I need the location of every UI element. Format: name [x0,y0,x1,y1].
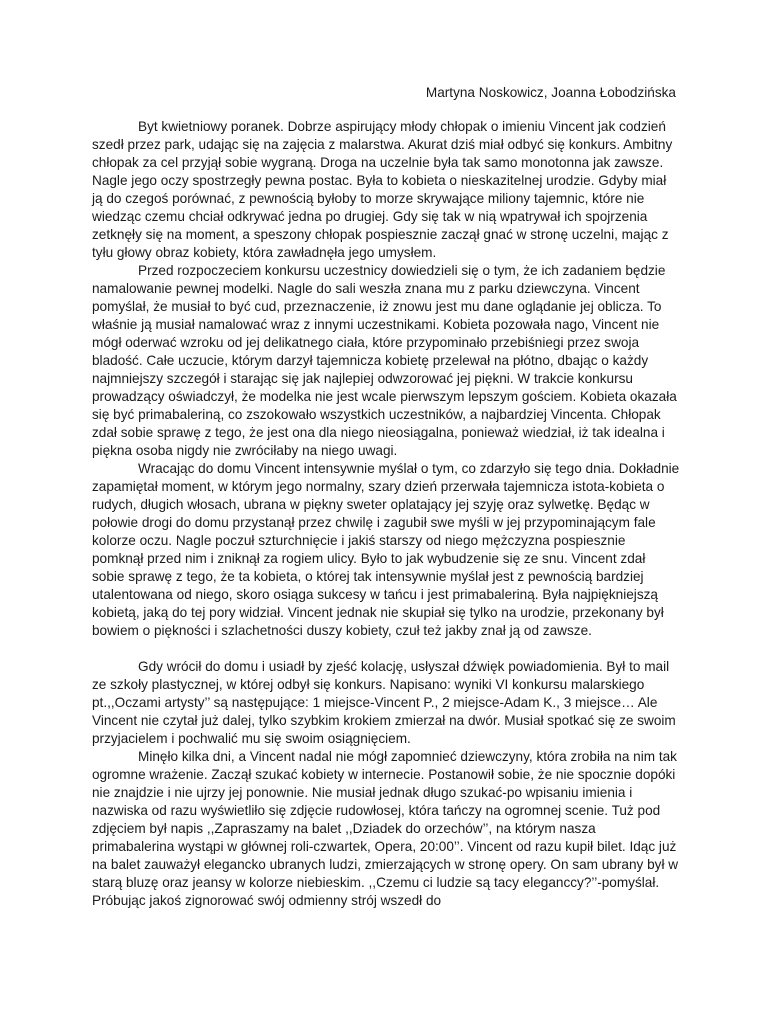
paragraph-gap [92,640,680,658]
paragraph-2: Przed rozpoczeciem konkursu uczestnicy dowiedzieli się o tym, że ich zadaniem będzie namalowanie pewnej modelki. Nagle do sali weszła znana mu z parku dziewczyna. Vincent pomyślał, że musiał to być cud, przeznaczenie, iż znowu jest mu dane oglądanie jej oblicza. To właśnie ją musiał namalować wraz z innymi uczestnikami. Kobieta pozowała nago, Vincent nie mógł oderwać wzroku od jej delikatnego ciała, które przypominało przebiśniegi przez swoja bladość. Całe uczucie, którym darzył tajemnicza kobietę przelewał na płótno, dbając o każdy najmniejszy szczegół i starając się jak najlepiej odwzorować jej piękni. W trakcie konkursu prowadzący oświadczył, że modelka nie jest wcale pierwszym lepszym gościem. Kobieta okazała się być primabaleriną, co zszokowało wszystkich uczestników, a najbardziej Vincenta. Chłopak zdał sobie sprawę z tego, że jest ona dla niego nieosiągalna, ponieważ wiedział, iż tak idealna i piękna osoba nigdy nie zwróciłaby na niego uwagi. [92,263,677,458]
paragraph-5: Minęło kilka dni, a Vincent nadal nie mógł zapomnieć dziewczyny, która zrobiła na nim tak ogromne wrażenie. Zaczął szukać kobiety w internecie. Postanowił sobie, że nie spocznie dopóki nie znajdzie i nie ujrzy jej ponownie. Nie musiał jednak długo szukać-po wpisaniu imienia i nazwiska od razu wyświetliło się zdjęcie rudowłosej, która tańczy na ogromnej scenie. Tuż pod zdjęciem był napis ,,Zapraszamy na balet ,,Dziadek do orzechów’’, na którym nasza primabalerina wystąpi w głównej roli-czwartek, Opera, 20:00’’. Vincent od razu kupił bilet. Idąc już na balet zauważył elegancko ubranych ludzi, zmierzających w stronę opery. On sam ubrany był w starą bluzę oraz jeansy w kolorze niebieskim. ,,Czemu ci ludzie są tacy eleganccy?’’-pomyślał. Próbując jakoś zignorować swój odmienny strój wszedł do [92,749,679,908]
paragraph-3: Wracając do domu Vincent intensywnie myślał o tym, co zdarzyło się tego dnia. Dokładnie zapamiętał moment, w którym jego normalny, szary dzień przerwała tajemnicza istota-kobieta o rudych, długich włosach, ubrana w piękny sweter oplatający jej szyję oraz sylwetkę. Będąc w połowie drogi do domu przystanął przez chwilę i zagubił swe myśli w jej przypominającym fale kolorze oczu. Nagle poczuł szturchnięcie i jakiś starszy od niego mężczyzna pospiesznie pomknął przed nim i zniknął za rogiem ulicy. Było to jak wybudzenie się ze snu. Vincent zdał sobie sprawę z tego, że ta kobieta, o której tak intensywnie myślał jest z pewnością bardziej utalentowana od niego, skoro osiąga sukcesy w tańcu i jest primabaleriną. Była najpiękniejszą kobietą, jaką do tej pory widział. Vincent jednak nie skupiał się tylko na urodzie, przekonany był bowiem o piękności i szlachetności duszy kobiety, czuł też jakby znał ją od zawsze. [92,461,680,638]
paragraph-1: Byt kwietniowy poranek. Dobrze aspirujący młody chłopak o imieniu Vincent jak codzień szedł przez park, udając się na zajęcia z malarstwa. Akurat dziś miał odbyć się konkurs. Ambitny chłopak za cel przyjął sobie wygraną. Droga na uczelnie była tak samo monotonna jak zawsze. Nagle jego oczy spostrzegły pewna postac. Była to kobieta o nieskazitelnej urodzie. Gdyby miał ją do czegoś porównać, z pewnością byłoby to morze skrywające miliony tajemnic, które nie wiedząc czemu chciał odkrywać jedna po drugiej. Gdy się tak w nią wpatrywał ich spojrzenia zetknęły się na moment, a speszony chłopak pospiesznie zaczął gnać w stronę uczelni, mając z tyłu głowy obraz kobiety, która zawładnęła jego umysłem. [92,119,673,260]
authors-line: Martyna Noskowicz, Joanna Łobodzińska [425,85,676,100]
paragraph-4: Gdy wrócił do domu i usiadł by zjeść kolację, usłyszał dźwięk powiadomienia. Był to mail ze szkoły plastycznej, w której odbył się konkurs. Napisano: wyniki VI konkursu malarskiego pt.,,Oczami artysty’’ są następujące: 1 miejsce-Vincent P., 2 miejsce-Adam K., 3 miejsce… Ale Vincent nie czytał już dalej, tylko szybkim krokiem zmierzał na dwór. Musiał spotkać się ze swoim przyjacielem i pochwalić mu się swoim osiągnięciem. [92,659,676,746]
document-page [92,84,680,910]
